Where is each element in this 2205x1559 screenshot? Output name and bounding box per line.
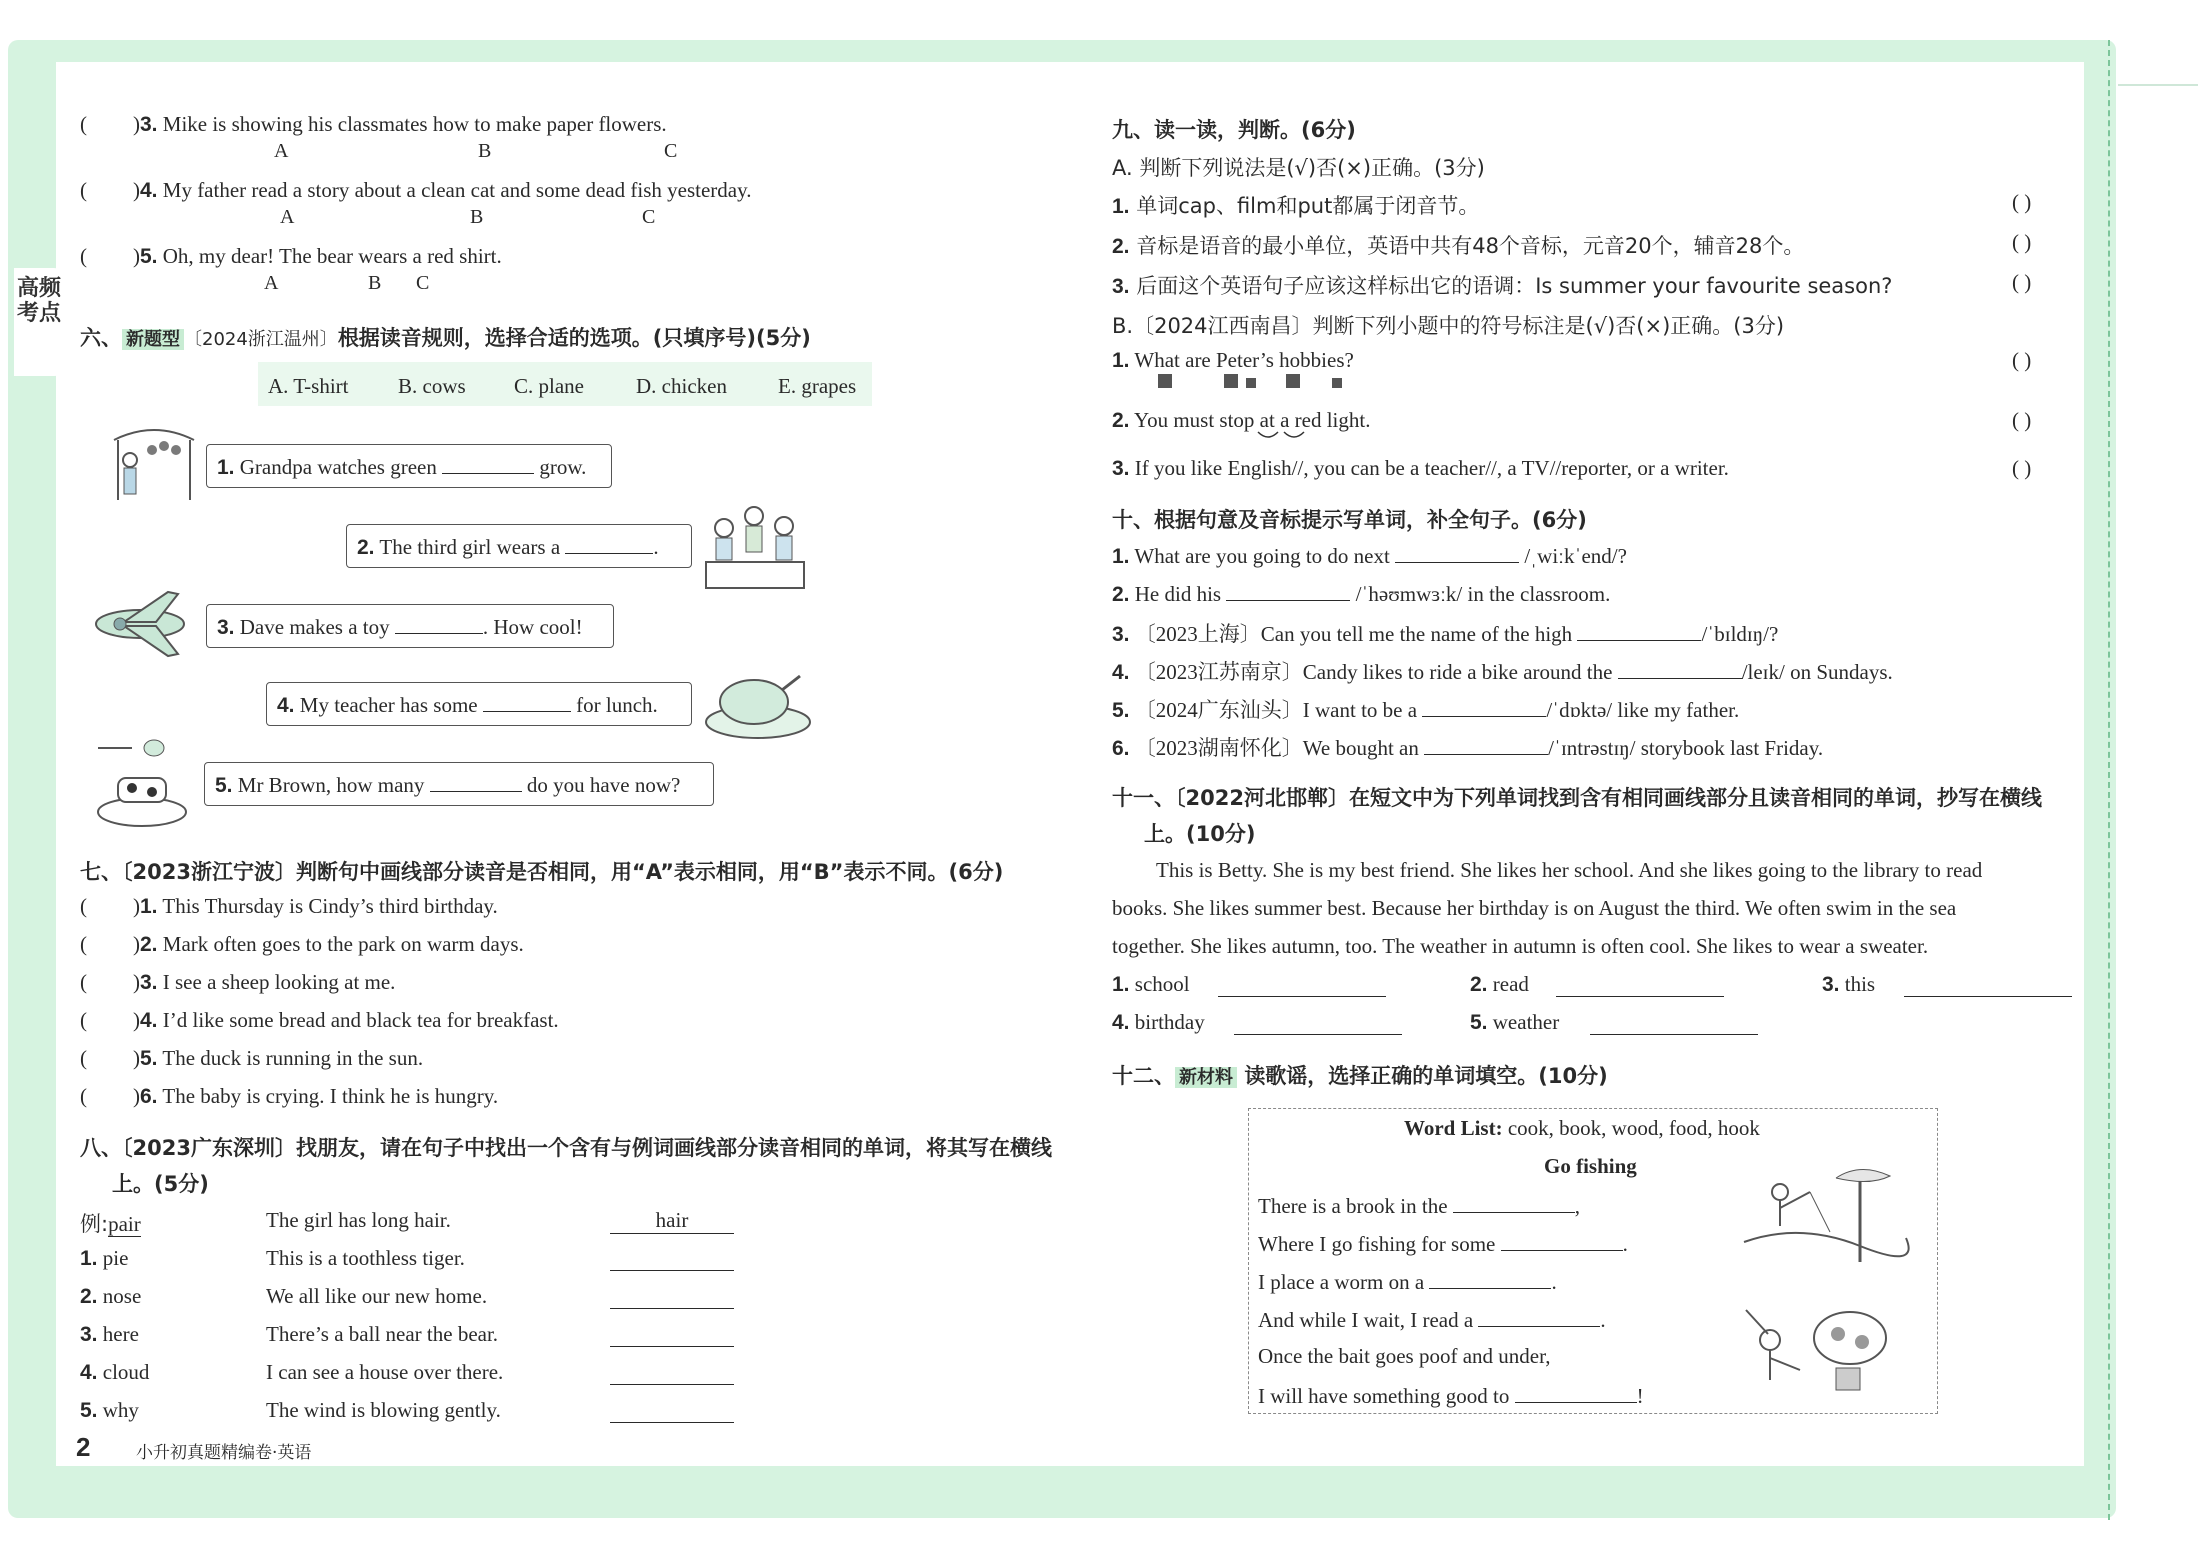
- answer-line[interactable]: [1218, 996, 1386, 997]
- q5-item-5: ( )5. Oh, my dear! The bear wears a red shirt.: [80, 244, 502, 268]
- s8-sentence: The wind is blowing gently.: [266, 1398, 501, 1422]
- reading-fishing-picture: [1740, 1300, 1910, 1404]
- answer-line[interactable]: [1556, 996, 1724, 997]
- option: B. cows: [398, 374, 466, 398]
- s8-sentence: I can see a house over there.: [266, 1360, 504, 1384]
- section-11-title: 十一、〔2022河北邯郸〕在短文中为下列单词找到含有相同画线部分且读音相同的单词，抄写在横线: [1112, 786, 2042, 810]
- s9b-item: 2. You must stop at a red light.: [1112, 408, 1371, 432]
- poem-line: And while I wait, I read a .: [1258, 1308, 1606, 1332]
- s8-word: 3. here: [80, 1322, 139, 1346]
- page-number: 2: [76, 1432, 91, 1462]
- s11-word: 3. this: [1822, 972, 1876, 996]
- poem-line: I place a worm on a .: [1258, 1270, 1557, 1294]
- q5-item-4: ( )4. My father read a story about a clean cat and some dead fish yesterday.: [80, 178, 752, 202]
- s8-example-sentence: The girl has long hair.: [266, 1208, 451, 1232]
- option-letter: B: [478, 140, 492, 162]
- q5-item-3: ( )3. Mike is showing his classmates how to make paper flowers.: [80, 112, 667, 136]
- stress-marks: [1158, 374, 1342, 393]
- question-box-3: 3. Dave makes a toy . How cool!: [206, 604, 614, 648]
- answer-parens[interactable]: ( ): [2012, 408, 2032, 432]
- s8-example-word: 例:pair: [80, 1212, 141, 1236]
- answer-line[interactable]: [610, 1384, 734, 1385]
- s10-item: 3. 〔2023上海〕Can you tell me the name of the high /ˈbɪldɪŋ/?: [1112, 622, 1779, 646]
- passage-line: This is Betty. She is my best friend. She likes her school. And she likes going to the library to read: [1156, 858, 1983, 882]
- section-10-title: 十、根据句意及音标提示写单词，补全句子。(6分): [1112, 508, 1587, 532]
- section-7-title: 七、〔2023浙江宁波〕判断句中画线部分读音是否相同，用“A”表示相同，用“B”表示不同。(6分): [80, 860, 1004, 884]
- answer-line[interactable]: [610, 1308, 734, 1309]
- section-11-title-cont: 上。(10分): [1144, 822, 1256, 846]
- section-9-part-b: B.〔2024江西南昌〕判断下列小题中的符号标注是(√)否(×)正确。(3分): [1112, 314, 1785, 338]
- passage-line: books. She likes summer best. Because her birthday is on August the third. We often swim in the sea: [1112, 896, 1957, 920]
- side-rule: [2118, 84, 2198, 86]
- answer-line[interactable]: [1234, 1034, 1402, 1035]
- answer-parens[interactable]: ( ): [2012, 348, 2032, 372]
- s9b-item: 3. If you like English//, you can be a teacher//, a TV//reporter, or a writer.: [1112, 456, 1729, 480]
- option: E. grapes: [778, 374, 857, 398]
- option-letter: B: [470, 206, 484, 228]
- question-box-1: 1. Grandpa watches green grow.: [206, 444, 612, 488]
- answer-parens[interactable]: ( ): [2012, 456, 2032, 480]
- s7-item: ( )6. The baby is crying. I think he is hungry.: [80, 1084, 499, 1108]
- s7-item: ( )5. The duck is running in the sun.: [80, 1046, 424, 1070]
- three-girls-picture: [702, 500, 808, 590]
- s8-word: 1. pie: [80, 1246, 129, 1270]
- s11-word: 4. birthday: [1112, 1010, 1205, 1034]
- question-box-4: 4. My teacher has some for lunch.: [266, 682, 692, 726]
- poem-title: Go fishing: [1544, 1154, 1637, 1178]
- answer-line[interactable]: [1904, 996, 2072, 997]
- s10-item: 1. What are you going to do next /ˌwiːkˈend/?: [1112, 544, 1627, 568]
- linking-marks: [1256, 430, 1310, 442]
- option-letter: A: [280, 206, 295, 228]
- option: A. T-shirt: [268, 374, 349, 398]
- answer-parens[interactable]: ( ): [2012, 270, 2032, 294]
- grandpa-garden-picture: [104, 420, 200, 506]
- question-box-5: 5. Mr Brown, how many do you have now?: [204, 762, 714, 806]
- s10-item: 2. He did his /ˈhəʊmwɜːk/ in the classroom.: [1112, 582, 1611, 606]
- s10-item: 4. 〔2023江苏南京〕Candy likes to ride a bike around the /leɪk/ on Sundays.: [1112, 660, 1893, 684]
- s8-word: 4. cloud: [80, 1360, 150, 1384]
- fishing-brook-picture: [1740, 1162, 1910, 1268]
- s11-word: 5. weather: [1470, 1010, 1560, 1034]
- option-letter: C: [416, 272, 430, 294]
- passage-line: together. She likes autumn, too. The weather in autumn is often cool. She likes to wear a sweater.: [1112, 934, 1929, 958]
- answer-line[interactable]: [1590, 1034, 1758, 1035]
- section-12-title: 十二、 新材料 读歌谣，选择正确的单词填空。(10分): [1112, 1064, 1608, 1088]
- s10-item: 5. 〔2024广东汕头〕I want to be a /ˈdɒktə/ like my father.: [1112, 698, 1740, 722]
- s9b-item: 1. What are Peter’s hobbies?: [1112, 348, 1354, 372]
- side-tab: 高频考点: [14, 268, 64, 376]
- toy-plane-picture: [82, 582, 198, 664]
- option-letter: C: [642, 206, 656, 228]
- s10-item: 6. 〔2023湖南怀化〕We bought an /ˈɪntrəstɪŋ/ storybook last Friday.: [1112, 736, 1824, 760]
- option-letter: A: [274, 140, 289, 162]
- word-list: Word List: cook, book, wood, food, hook: [1404, 1116, 1760, 1140]
- answer-parens[interactable]: ( ): [2012, 230, 2032, 254]
- section-8-title-cont: 上。(5分): [112, 1172, 209, 1196]
- answer-line[interactable]: [610, 1346, 734, 1347]
- s9a-item: 1. 单词cap、film和put都属于闭音节。: [1112, 194, 1480, 218]
- section-8-title: 八、〔2023广东深圳〕找朋友，请在句子中找出一个含有与例词画线部分读音相同的单词，将其写在横线: [80, 1136, 1052, 1160]
- s7-item: ( )4. I’d like some bread and black tea for breakfast.: [80, 1008, 559, 1032]
- s8-word: 2. nose: [80, 1284, 142, 1308]
- poem-line: Where I go fishing for some .: [1258, 1232, 1628, 1256]
- option-letter: C: [664, 140, 678, 162]
- question-box-2: 2. The third girl wears a .: [346, 524, 692, 568]
- s7-item: ( )3. I see a sheep looking at me.: [80, 970, 396, 994]
- s8-word: 5. why: [80, 1398, 139, 1422]
- section-6-title: 六、 新题型 〔2024浙江温州〕根据读音规则，选择合适的选项。(只填序号)(5分): [80, 326, 811, 350]
- s8-sentence: We all like our new home.: [266, 1284, 488, 1308]
- answer-line[interactable]: [610, 1270, 734, 1271]
- s8-example-answer: hair: [610, 1208, 734, 1234]
- s7-item: ( )1. This Thursday is Cindy’s third birthday.: [80, 894, 498, 918]
- s11-word: 1. school: [1112, 972, 1190, 996]
- roast-chicken-picture: [700, 664, 816, 744]
- new-material-tag: 新材料: [1175, 1067, 1237, 1088]
- poem-line: There is a brook in the ,: [1258, 1194, 1581, 1218]
- poem-line: Once the bait goes poof and under,: [1258, 1344, 1551, 1368]
- cows-picture: [92, 734, 192, 830]
- option-letter: B: [368, 272, 382, 294]
- cut-line: [2108, 40, 2110, 1520]
- s8-sentence: There’s a ball near the bear.: [266, 1322, 499, 1346]
- section-9-part-a: A. 判断下列说法是(√)否(×)正确。(3分): [1112, 156, 1485, 180]
- answer-parens[interactable]: ( ): [2012, 190, 2032, 214]
- s9a-item: 3. 后面这个英语句子应该这样标出它的语调：Is summer your favourite season?: [1112, 274, 1893, 298]
- poem-line: I will have something good to !: [1258, 1384, 1644, 1408]
- section-9-title: 九、读一读，判断。(6分): [1112, 118, 1356, 142]
- new-type-tag: 新题型: [122, 329, 184, 350]
- s11-word: 2. read: [1470, 972, 1529, 996]
- option: C. plane: [514, 374, 584, 398]
- s9a-item: 2. 音标是语音的最小单位，英语中共有48个音标，元音20个，辅音28个。: [1112, 234, 1805, 258]
- s7-item: ( )2. Mark often goes to the park on warm days.: [80, 932, 524, 956]
- option: D. chicken: [636, 374, 727, 398]
- option-letter: A: [264, 272, 279, 294]
- answer-line[interactable]: [610, 1422, 734, 1423]
- book-title: 小升初真题精编卷·英语: [136, 1443, 312, 1463]
- s8-sentence: This is a toothless tiger.: [266, 1246, 465, 1270]
